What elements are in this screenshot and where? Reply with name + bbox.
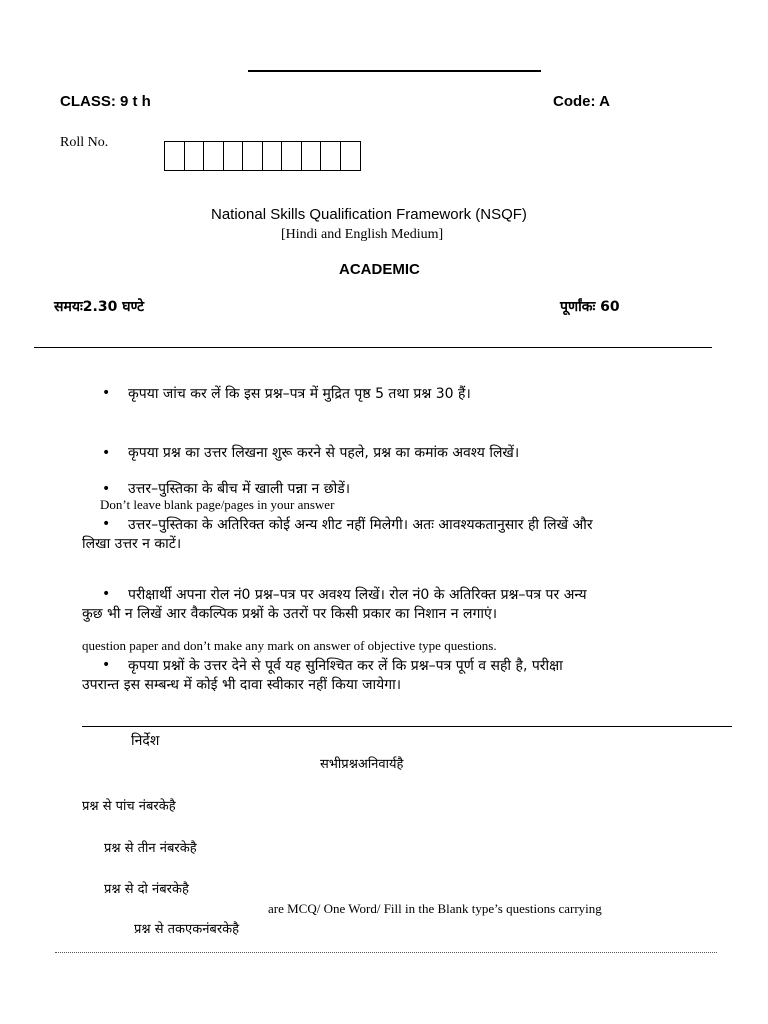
roll-box[interactable]: [185, 142, 205, 170]
top-rule: [248, 70, 541, 72]
direction-line-3: प्रश्न से दो नंबरकेहै: [104, 882, 189, 897]
roll-box[interactable]: [282, 142, 302, 170]
title-medium: [Hindi and English Medium]: [281, 227, 444, 242]
directions-heading: निर्देश: [131, 733, 160, 749]
section-divider: [34, 347, 712, 348]
direction-line-4: प्रश्न से तकएकनंबरकेहै: [134, 922, 240, 937]
directions-divider: [82, 726, 732, 727]
marks-label: पूर्णांकः 60: [560, 299, 620, 315]
title-main: National Skills Qualification Framework (NSQF): [211, 206, 527, 223]
bottom-dotted-rule: [55, 952, 717, 953]
instruction-5-english: question paper and don’t make any mark on answer of objective type questions.: [82, 638, 497, 653]
roll-label: Roll No.: [60, 135, 109, 150]
instruction-5-line1: परीक्षार्थी अपना रोल नं0 प्रश्न–पत्र पर अवश्य लिखें। रोल नं0 के अतिरिक्त प्रश्न–पत्र पर अन्य: [128, 587, 587, 603]
instruction-3: उत्तर–पुस्तिका के बीच में खाली पन्ना न छोडें।: [128, 481, 350, 497]
bullet-4: •: [102, 516, 111, 532]
roll-number-boxes[interactable]: [164, 141, 361, 171]
roll-box[interactable]: [302, 142, 322, 170]
mcq-note: are MCQ/ One Word/ Fill in the Blank type’s questions carrying: [268, 901, 602, 916]
bullet-1: •: [102, 385, 111, 401]
instruction-5-line2: कुछ भी न लिखें आर वैकल्पिक प्रश्नों के उतरों पर किसी प्रकार का निशान न लगाएं।: [82, 606, 498, 622]
instruction-4-line1: उत्तर–पुस्तिका के अतिरिक्त कोई अन्य शीट नहीं मिलेगी। अतः आवश्यकतानुसार ही लिखें और: [128, 517, 593, 533]
direction-line-1: प्रश्न से पांच नंबरकेहै: [82, 799, 176, 814]
roll-box[interactable]: [341, 142, 361, 170]
bullet-2: •: [102, 445, 111, 461]
instruction-4-line2: लिखा उत्तर न काटें।: [82, 536, 182, 552]
instruction-1: कृपया जांच कर लें कि इस प्रश्न–पत्र में मुद्रित पृष्ठ 5 तथा प्रश्न 30 हैं।: [128, 386, 471, 402]
roll-box[interactable]: [243, 142, 263, 170]
bullet-3: •: [102, 481, 111, 497]
code-label: Code: A: [553, 93, 610, 110]
direction-line-2: प्रश्न से तीन नंबरकेहै: [104, 841, 197, 856]
instruction-6-line2: उपरान्त इस सम्बन्ध में कोई भी दावा स्वीकार नहीं किया जायेगा।: [82, 677, 402, 693]
subject-title: ACADEMIC: [339, 261, 420, 278]
instruction-3-english: Don’t leave blank page/pages in your answer: [100, 497, 335, 512]
roll-box[interactable]: [165, 142, 185, 170]
instruction-6-line1: कृपया प्रश्नों के उत्तर देने से पूर्व यह सुनिश्चित कर लें कि प्रश्न–पत्र पूर्ण व सही है, परीक्षा: [128, 658, 563, 674]
roll-box[interactable]: [263, 142, 283, 170]
all-compulsory: सभीप्रश्नअनिवार्यहै: [320, 757, 404, 772]
instruction-2: कृपया प्रश्न का उत्तर लिखना शुरू करने से पहले, प्रश्न का कमांक अवश्य लिखें।: [128, 445, 520, 461]
time-label: समयः2.30 घण्टे: [54, 299, 145, 315]
roll-box[interactable]: [204, 142, 224, 170]
roll-box[interactable]: [321, 142, 341, 170]
class-label: CLASS: 9 t h: [60, 93, 151, 110]
bullet-5: •: [102, 586, 111, 602]
bullet-6: •: [102, 657, 111, 673]
roll-box[interactable]: [224, 142, 244, 170]
